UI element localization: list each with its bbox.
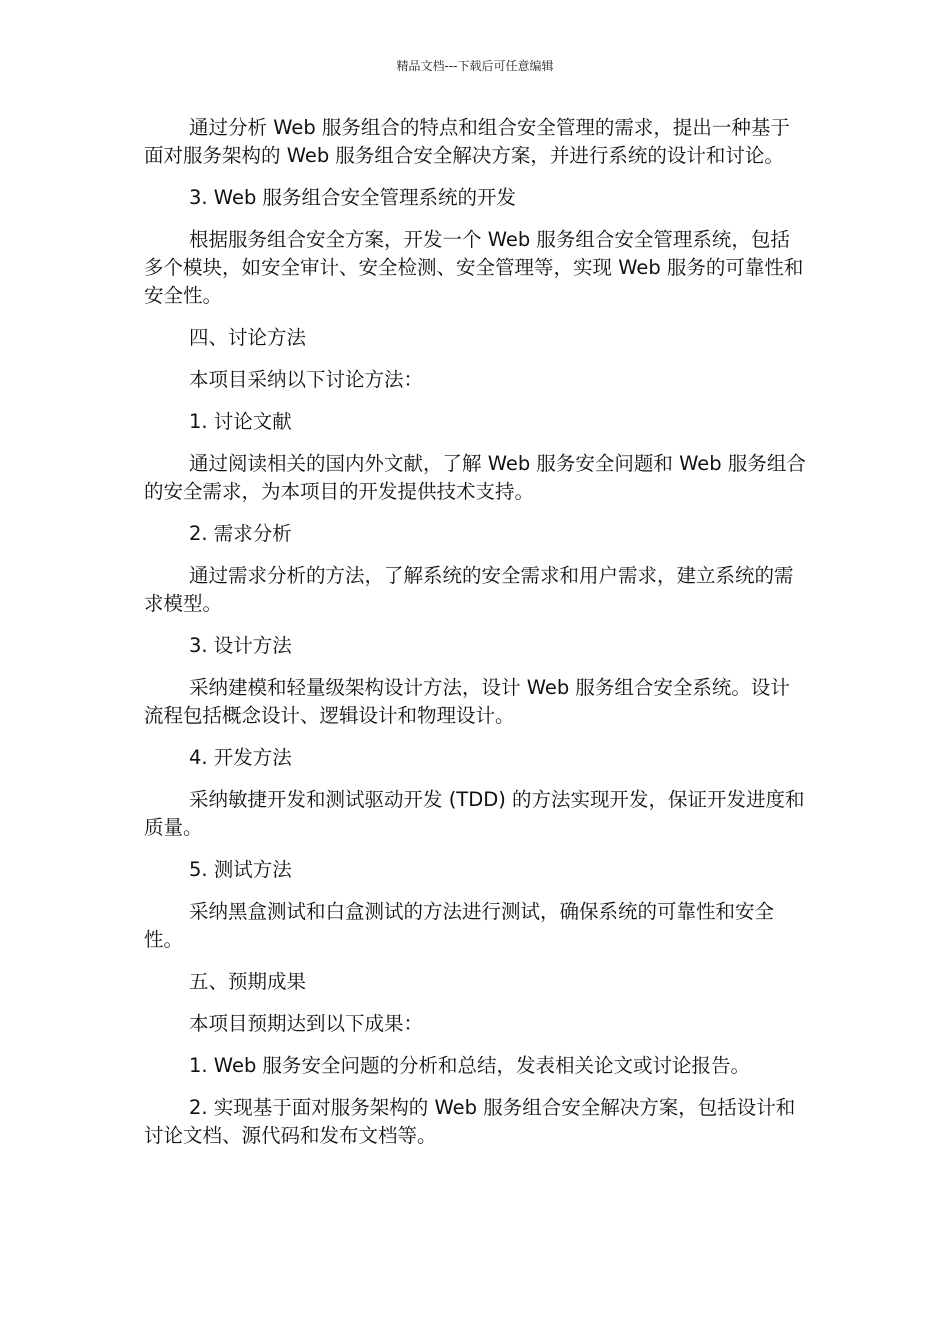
page-header: 精品文档---下载后可任意编辑 <box>396 59 554 73</box>
paragraph: 通过分析 Web 服务组合的特点和组合安全管理的需求，提出一种基于面对服务架构的 Web 服务组合安全解决方案，并进行系统的设计和讨论。 <box>144 116 790 167</box>
paragraph: 采纳建模和轻量级架构设计方法，设计 Web 服务组合安全系统。设计流程包括概念设计、逻辑设计和物理设计。 <box>144 676 790 727</box>
section-heading: 3. Web 服务组合安全管理系统的开发 <box>189 186 517 209</box>
list-item: 1. Web 服务安全问题的分析和总结，发表相关论文或讨论报告。 <box>189 1054 751 1077</box>
section-heading: 五、预期成果 <box>189 970 307 993</box>
paragraph: 采纳黑盒测试和白盒测试的方法进行测试，确保系统的可靠性和安全性。 <box>144 900 775 951</box>
paragraph: 本项目采纳以下讨论方法： <box>189 368 424 391</box>
section-heading: 四、讨论方法 <box>189 326 307 349</box>
paragraph: 采纳敏捷开发和测试驱动开发 (TDD) 的方法实现开发，保证开发进度和质量。 <box>144 788 805 839</box>
list-item: 2. 实现基于面对服务架构的 Web 服务组合安全解决方案，包括设计和讨论文档、源代码和发布文档等。 <box>144 1096 796 1147</box>
subsection-heading: 4. 开发方法 <box>189 746 292 769</box>
subsection-heading: 1. 讨论文献 <box>189 410 292 433</box>
paragraph: 根据服务组合安全方案，开发一个 Web 服务组合安全管理系统，包括多个模块，如安全审计、安全检测、安全管理等，实现 Web 服务的可靠性和安全性。 <box>144 228 804 307</box>
paragraph: 通过需求分析的方法，了解系统的安全需求和用户需求，建立系统的需求模型。 <box>144 564 794 615</box>
subsection-heading: 3. 设计方法 <box>189 634 292 657</box>
subsection-heading: 5. 测试方法 <box>189 858 292 881</box>
subsection-heading: 2. 需求分析 <box>189 522 292 545</box>
paragraph: 本项目预期达到以下成果： <box>189 1012 424 1035</box>
paragraph: 通过阅读相关的国内外文献，了解 Web 服务安全问题和 Web 服务组合的安全需求，为本项目的开发提供技术支持。 <box>144 452 806 503</box>
document-body <box>144 114 806 1164</box>
